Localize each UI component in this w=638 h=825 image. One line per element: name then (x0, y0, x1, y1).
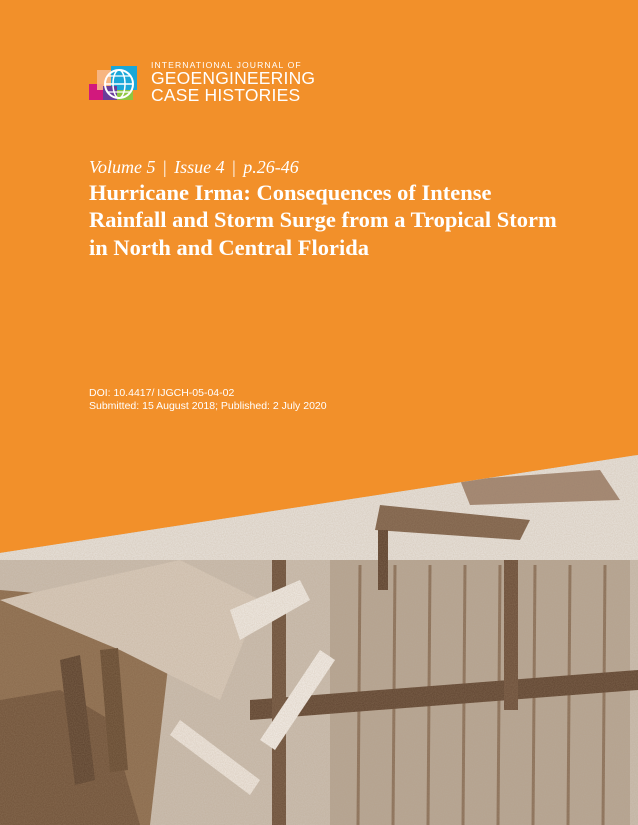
article-title: Hurricane Irma: Consequences of Intense Rainfall and Storm Surge from a Tropical Storm in North and Central Florida (89, 180, 557, 260)
separator: | (163, 157, 167, 177)
journal-name-line1: INTERNATIONAL JOURNAL OF (151, 60, 302, 70)
doi-text: DOI: 10.4417/ IJGCH-05-04-02 (89, 387, 235, 399)
journal-name-line3: CASE HISTORIES (151, 85, 301, 105)
issue-label: Issue 4 (174, 157, 225, 177)
pages-label: p.26-46 (243, 157, 299, 177)
journal-name-line2: GEOENGINEERING (151, 68, 316, 88)
submission-dates: Submitted: 15 August 2018; Published: 2 July 2020 (89, 400, 327, 412)
volume-label: Volume 5 (89, 157, 156, 177)
separator: | (232, 157, 236, 177)
